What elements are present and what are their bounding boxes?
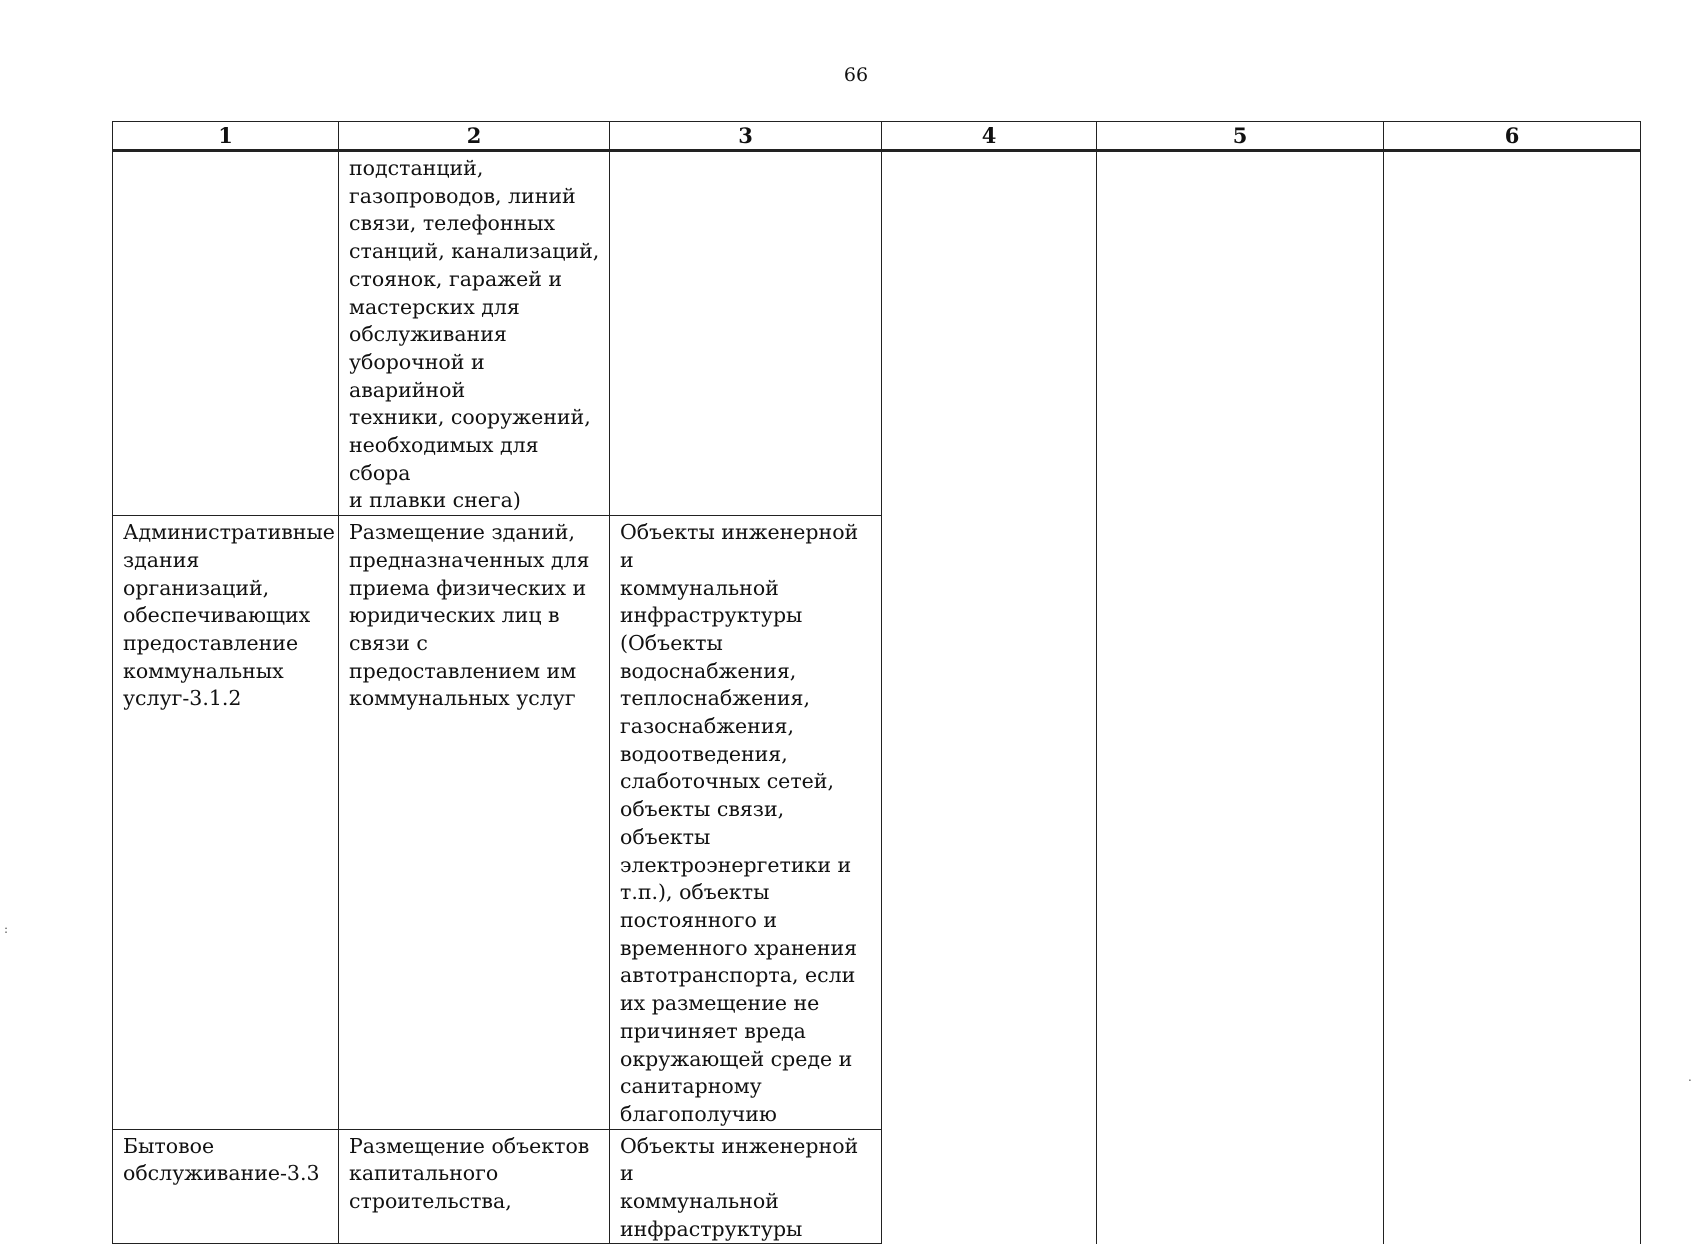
header-row [113, 122, 1641, 151]
header-col-3: 3 [610, 122, 882, 151]
header-col-1: 1 [113, 122, 339, 151]
right-margin-mark: . [1688, 1070, 1692, 1084]
cell-description: подстанций, газопроводов, линий связи, телефонных станций, канализаций, стоянок, гаражей и мастерских для обслуживания уборочной и аварийной техники, сооружений, необходимых для сбора и плавки снега) [339, 151, 610, 516]
header-col-6: 6 [1384, 122, 1641, 151]
cell-land-use-type: Административные здания организаций, обеспечивающих предоставление коммунальных услуг-3.1.2 [113, 516, 339, 1129]
cell-permitted-objects [610, 151, 882, 516]
cell-land-use-type [113, 151, 339, 516]
header-col-2: 2 [339, 122, 610, 151]
cell-permitted-objects: Объекты инженерной и коммунальной инфраструктуры [610, 1129, 882, 1244]
header-col-4: 4 [882, 122, 1097, 151]
cell-permitted-objects: Объекты инженерной и коммунальной инфраструктуры (Объекты водоснабжения, теплоснабжения, газоснабжения, водоотведения, слаботочных сетей, объекты связи, объекты электроэнергетики и т.п.), объекты постоянного и временного хранения автотранспорта, если их размещение не причиняет вреда окружающей среде и санитарному благополучию [610, 516, 882, 1129]
zoning-table [112, 121, 1641, 1244]
table-row [113, 151, 1641, 516]
cell-col-4 [882, 151, 1097, 1244]
cell-land-use-type: Бытовое обслуживание-3.3 [113, 1129, 339, 1244]
page-number: 66 [843, 64, 869, 86]
header-col-5: 5 [1097, 122, 1384, 151]
cell-description: Размещение зданий, предназначенных для приема физических и юридических лиц в связи с предоставлением им коммунальных услуг [339, 516, 610, 1129]
left-margin-mark: : [4, 922, 9, 936]
cell-description: Размещение объектов капитального строительства, [339, 1129, 610, 1244]
cell-col-5 [1097, 151, 1384, 1244]
cell-col-6 [1384, 151, 1641, 1244]
